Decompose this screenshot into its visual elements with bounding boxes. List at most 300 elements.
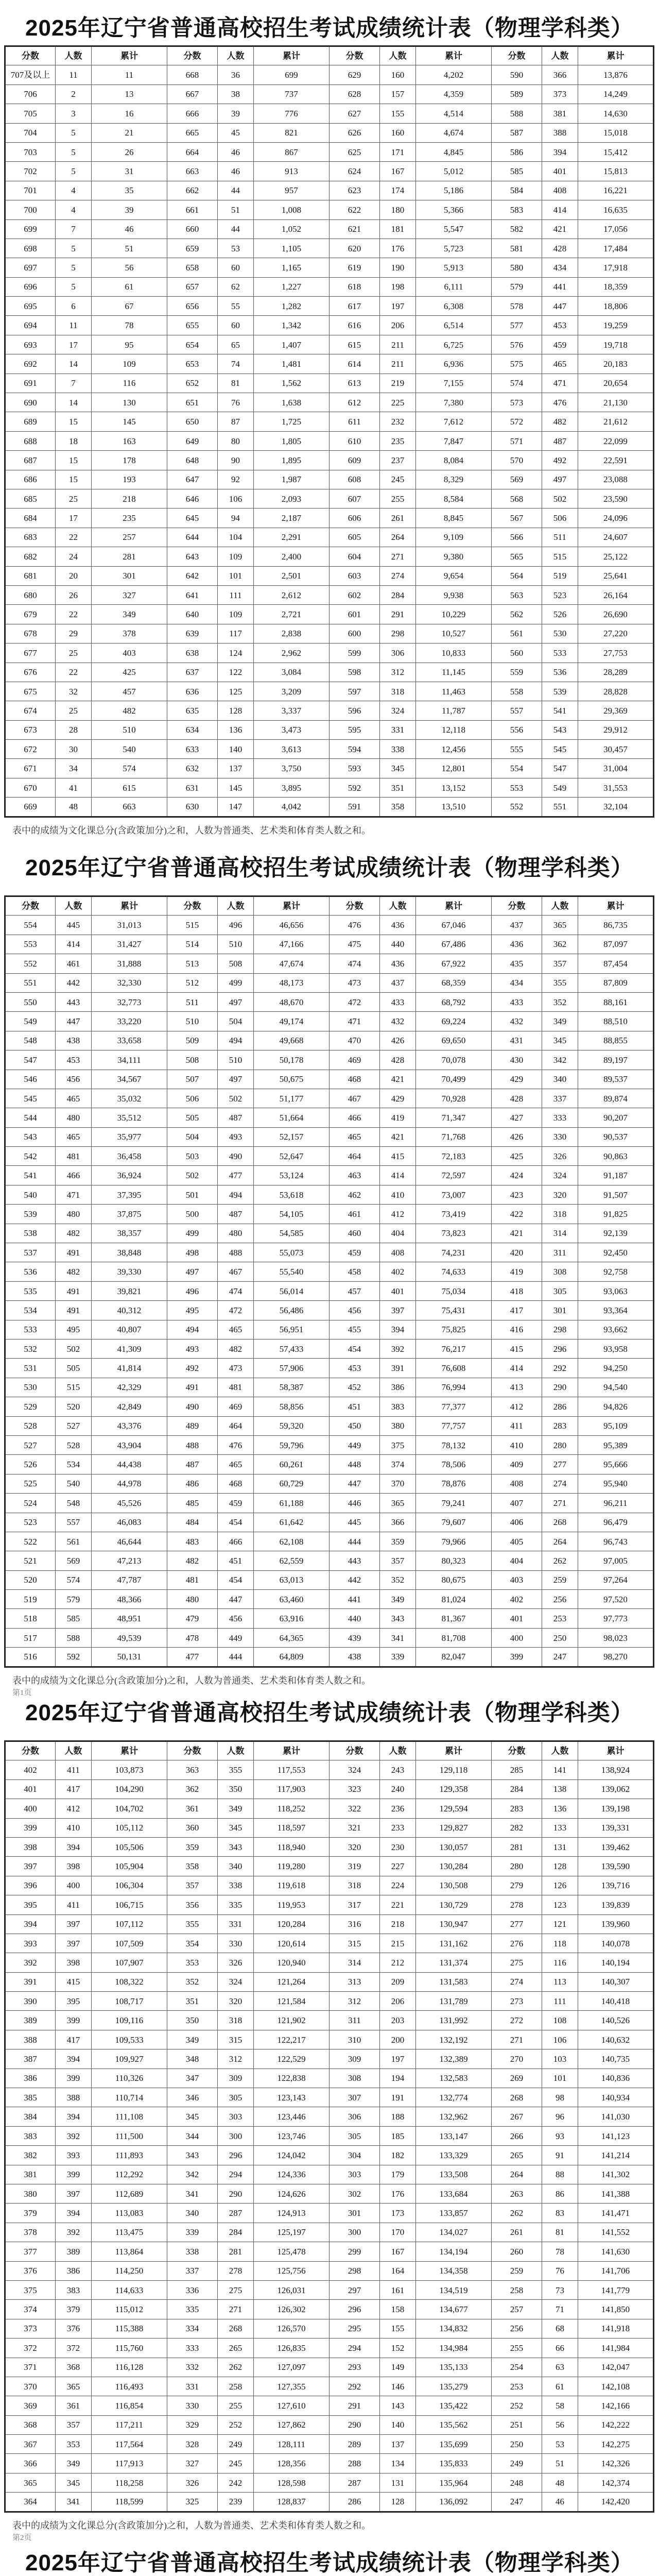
count-cell: 410 (56, 1818, 92, 1837)
count-cell: 523 (542, 585, 578, 604)
cumulative-cell: 663 (92, 798, 167, 817)
count-cell: 164 (380, 2261, 416, 2280)
count-cell: 25 (56, 643, 92, 663)
score-cell: 659 (167, 239, 218, 258)
count-cell: 176 (380, 239, 416, 258)
cumulative-cell: 3,895 (254, 778, 330, 797)
score-cell: 261 (492, 2223, 542, 2242)
count-cell: 561 (56, 1532, 92, 1551)
cumulative-cell: 44,438 (92, 1455, 167, 1474)
score-cell: 685 (5, 489, 56, 508)
cumulative-cell: 141,302 (578, 2165, 654, 2184)
count-cell: 411 (56, 1895, 92, 1914)
cumulative-cell: 349 (92, 605, 167, 624)
score-cell: 582 (492, 219, 542, 239)
score-cell: 525 (5, 1474, 56, 1493)
count-cell: 493 (218, 1127, 254, 1146)
score-cell: 409 (492, 1455, 542, 1474)
score-cell: 390 (5, 1992, 56, 2011)
score-cell: 325 (167, 2493, 218, 2512)
score-cell: 477 (167, 1648, 218, 1667)
score-cell: 333 (167, 2338, 218, 2358)
cumulative-cell: 134,194 (416, 2242, 492, 2261)
count-cell: 300 (218, 2126, 254, 2145)
score-cell: 269 (492, 2069, 542, 2088)
cumulative-cell: 132,962 (416, 2107, 492, 2126)
count-cell: 357 (380, 1551, 416, 1570)
score-cell: 668 (167, 65, 218, 84)
score-cell: 476 (330, 916, 380, 935)
score-cell: 534 (5, 1301, 56, 1320)
count-cell: 433 (380, 992, 416, 1011)
cumulative-cell: 64,809 (254, 1648, 330, 1667)
cumulative-cell: 31,004 (578, 759, 654, 778)
cumulative-cell: 90,863 (578, 1147, 654, 1166)
score-cell: 331 (167, 2377, 218, 2396)
cumulative-cell: 56,486 (254, 1301, 330, 1320)
count-cell: 394 (56, 2204, 92, 2223)
count-cell: 545 (542, 740, 578, 759)
count-cell: 480 (56, 1108, 92, 1127)
score-cell: 293 (330, 2358, 380, 2377)
cumulative-cell: 135,422 (416, 2396, 492, 2415)
cumulative-cell: 127,610 (254, 2396, 330, 2415)
score-cell: 294 (330, 2338, 380, 2358)
score-cell: 461 (330, 1205, 380, 1224)
cumulative-cell: 54,585 (254, 1224, 330, 1243)
cumulative-cell: 133,684 (416, 2184, 492, 2203)
count-cell: 482 (56, 1224, 92, 1243)
cumulative-cell: 1,052 (254, 219, 330, 239)
cumulative-cell: 70,499 (416, 1070, 492, 1089)
score-cell: 346 (167, 2088, 218, 2107)
score-cell: 540 (5, 1185, 56, 1204)
count-cell: 492 (542, 451, 578, 470)
count-cell: 511 (542, 528, 578, 547)
score-cell: 452 (330, 1378, 380, 1397)
count-cell: 298 (542, 1320, 578, 1339)
score-cell: 289 (330, 2435, 380, 2454)
score-cell: 444 (330, 1532, 380, 1551)
score-cell: 511 (167, 992, 218, 1011)
score-cell: 563 (492, 585, 542, 604)
cumulative-cell: 27,753 (578, 643, 654, 663)
cumulative-cell: 129,358 (416, 1780, 492, 1799)
cumulative-cell: 218 (92, 489, 167, 508)
count-cell: 7 (56, 374, 92, 393)
count-cell: 219 (380, 374, 416, 393)
cumulative-cell: 3,473 (254, 720, 330, 739)
score-cell: 497 (167, 1262, 218, 1281)
score-cell: 384 (5, 2107, 56, 2126)
score-cell: 537 (5, 1243, 56, 1262)
cumulative-cell: 59,320 (254, 1416, 330, 1435)
cumulative-cell: 139,716 (578, 1876, 654, 1895)
cumulative-cell: 128,837 (254, 2493, 330, 2512)
score-cell: 423 (492, 1185, 542, 1204)
count-cell: 128 (542, 1857, 578, 1876)
cumulative-cell: 81,024 (416, 1590, 492, 1609)
count-cell: 308 (542, 1262, 578, 1281)
count-cell: 324 (380, 701, 416, 720)
cumulative-cell: 47,166 (254, 935, 330, 954)
cumulative-cell: 107,112 (92, 1914, 167, 1934)
count-cell: 274 (380, 566, 416, 585)
score-cell: 442 (330, 1570, 380, 1589)
score-cell: 468 (330, 1070, 380, 1089)
count-cell: 141 (542, 1760, 578, 1780)
cumulative-cell: 55,540 (254, 1262, 330, 1281)
count-cell: 547 (542, 759, 578, 778)
score-cell: 290 (330, 2415, 380, 2434)
score-cell: 562 (492, 605, 542, 624)
count-cell: 249 (218, 2435, 254, 2454)
score-cell: 642 (167, 566, 218, 585)
score-cell: 653 (167, 354, 218, 374)
count-cell: 71 (542, 2300, 578, 2319)
count-cell: 51 (218, 200, 254, 219)
cumulative-cell: 77,377 (416, 1397, 492, 1416)
count-cell: 352 (542, 992, 578, 1011)
cumulative-cell: 141,779 (578, 2280, 654, 2299)
score-cell: 282 (492, 1818, 542, 1837)
count-cell: 55 (218, 297, 254, 316)
cumulative-cell: 26 (92, 142, 167, 161)
score-cell: 512 (167, 973, 218, 992)
cumulative-cell: 116 (92, 374, 167, 393)
count-cell: 392 (56, 2126, 92, 2145)
cumulative-cell: 19,718 (578, 335, 654, 354)
cumulative-cell: 123,746 (254, 2126, 330, 2145)
score-cell: 652 (167, 374, 218, 393)
count-cell: 506 (542, 509, 578, 528)
score-cell: 301 (330, 2204, 380, 2223)
count-cell: 355 (218, 1760, 254, 1780)
cumulative-cell: 109,927 (92, 2049, 167, 2069)
score-cell: 263 (492, 2184, 542, 2203)
cumulative-cell: 38,357 (92, 1224, 167, 1243)
count-cell: 468 (218, 1474, 254, 1493)
score-cell: 694 (5, 316, 56, 335)
cumulative-cell: 140,078 (578, 1934, 654, 1953)
count-cell: 397 (56, 2184, 92, 2203)
score-cell: 554 (5, 916, 56, 935)
count-cell: 436 (380, 954, 416, 973)
count-cell: 318 (542, 1205, 578, 1224)
cumulative-cell: 60,261 (254, 1455, 330, 1474)
score-cell: 253 (492, 2377, 542, 2396)
score-cell: 561 (492, 624, 542, 643)
cumulative-cell: 93,063 (578, 1281, 654, 1300)
cumulative-cell: 25,122 (578, 547, 654, 566)
count-cell: 414 (542, 200, 578, 219)
column-header: 累计 (92, 896, 167, 916)
count-cell: 456 (218, 1609, 254, 1628)
cumulative-cell: 70,928 (416, 1089, 492, 1108)
cumulative-cell: 72,597 (416, 1166, 492, 1185)
count-cell: 579 (56, 1590, 92, 1609)
score-cell: 496 (167, 1281, 218, 1300)
cumulative-cell: 13 (92, 84, 167, 104)
cumulative-cell: 68,792 (416, 992, 492, 1011)
count-cell: 320 (542, 1185, 578, 1204)
cumulative-cell: 49,668 (254, 1031, 330, 1050)
score-cell: 396 (5, 1876, 56, 1895)
cumulative-cell: 113,083 (92, 2204, 167, 2223)
cumulative-cell: 93,662 (578, 1320, 654, 1339)
count-cell: 412 (380, 1205, 416, 1224)
score-cell: 542 (5, 1147, 56, 1166)
cumulative-cell: 163 (92, 431, 167, 450)
score-cell: 295 (330, 2319, 380, 2338)
cumulative-cell: 1,342 (254, 316, 330, 335)
score-cell: 691 (5, 374, 56, 393)
score-cell: 313 (330, 1972, 380, 1991)
count-cell: 488 (218, 1243, 254, 1262)
count-cell: 530 (542, 624, 578, 643)
count-cell: 262 (542, 1551, 578, 1570)
cumulative-cell: 48,366 (92, 1590, 167, 1609)
count-cell: 158 (380, 2300, 416, 2319)
count-cell: 453 (56, 1050, 92, 1070)
cumulative-cell: 117,211 (92, 2415, 167, 2434)
count-cell: 467 (218, 1262, 254, 1281)
count-cell: 221 (380, 1895, 416, 1914)
score-cell: 399 (492, 1648, 542, 1667)
cumulative-cell: 127,355 (254, 2377, 330, 2396)
cumulative-cell: 54,105 (254, 1205, 330, 1224)
count-cell: 386 (56, 2261, 92, 2280)
count-cell: 428 (542, 239, 578, 258)
score-cell: 432 (492, 1012, 542, 1031)
count-cell: 466 (218, 1532, 254, 1551)
score-cell: 686 (5, 470, 56, 489)
score-cell: 594 (330, 740, 380, 759)
count-cell: 309 (218, 2069, 254, 2088)
score-cell: 353 (167, 1953, 218, 1972)
count-cell: 459 (218, 1494, 254, 1513)
count-cell: 65 (218, 335, 254, 354)
cumulative-cell: 61,188 (254, 1494, 330, 1513)
score-cell: 467 (330, 1089, 380, 1108)
score-cell: 554 (492, 759, 542, 778)
count-cell: 353 (56, 2435, 92, 2454)
score-cell: 398 (5, 1837, 56, 1856)
cumulative-cell: 2,721 (254, 605, 330, 624)
score-cell: 703 (5, 142, 56, 161)
score-cell: 470 (330, 1031, 380, 1050)
score-cell: 318 (330, 1876, 380, 1895)
score-cell: 342 (167, 2165, 218, 2184)
cumulative-cell: 142,108 (578, 2377, 654, 2396)
score-cell: 626 (330, 123, 380, 142)
cumulative-cell: 130,729 (416, 1895, 492, 1914)
cumulative-cell: 7,155 (416, 374, 492, 393)
count-cell: 2 (56, 84, 92, 104)
score-cell: 428 (492, 1089, 542, 1108)
count-cell: 397 (56, 1934, 92, 1953)
cumulative-cell: 130,947 (416, 1914, 492, 1934)
score-cell: 607 (330, 489, 380, 508)
score-cell: 600 (330, 624, 380, 643)
cumulative-cell: 88,161 (578, 992, 654, 1011)
score-cell: 539 (5, 1205, 56, 1224)
count-cell: 271 (542, 1494, 578, 1513)
cumulative-cell: 76,608 (416, 1359, 492, 1378)
score-cell: 341 (167, 2184, 218, 2203)
cumulative-cell: 56,951 (254, 1320, 330, 1339)
score-cell: 632 (167, 759, 218, 778)
score-cell: 699 (5, 219, 56, 239)
score-cell: 596 (330, 701, 380, 720)
count-cell: 370 (380, 1474, 416, 1493)
cumulative-cell: 95,389 (578, 1435, 654, 1454)
cumulative-cell: 130,057 (416, 1837, 492, 1856)
count-cell: 341 (380, 1628, 416, 1647)
count-cell: 4 (56, 181, 92, 200)
cumulative-cell: 96,743 (578, 1532, 654, 1551)
count-cell: 543 (542, 720, 578, 739)
cumulative-cell: 134,984 (416, 2338, 492, 2358)
score-cell: 505 (167, 1108, 218, 1127)
count-cell: 357 (56, 2415, 92, 2434)
count-cell: 152 (380, 2338, 416, 2358)
count-cell: 315 (218, 2030, 254, 2049)
cumulative-cell: 22,591 (578, 451, 654, 470)
count-cell: 93 (542, 2126, 578, 2145)
cumulative-cell: 482 (92, 701, 167, 720)
score-cell: 558 (492, 682, 542, 701)
score-cell: 413 (492, 1378, 542, 1397)
count-cell: 421 (380, 1070, 416, 1089)
score-cell: 574 (492, 374, 542, 393)
score-cell: 629 (330, 65, 380, 84)
count-cell: 465 (56, 1089, 92, 1108)
count-cell: 180 (380, 200, 416, 219)
score-cell: 424 (492, 1166, 542, 1185)
score-cell: 251 (492, 2415, 542, 2434)
cumulative-cell: 23,088 (578, 470, 654, 489)
count-cell: 36 (218, 65, 254, 84)
score-cell: 306 (330, 2107, 380, 2126)
cumulative-cell: 109,533 (92, 2030, 167, 2049)
count-cell: 392 (56, 2223, 92, 2242)
cumulative-cell: 135,133 (416, 2358, 492, 2377)
count-cell: 167 (380, 162, 416, 181)
count-cell: 60 (218, 316, 254, 335)
count-cell: 73 (542, 2280, 578, 2299)
score-cell: 441 (330, 1590, 380, 1609)
cumulative-cell: 59,796 (254, 1435, 330, 1454)
cumulative-cell: 120,614 (254, 1934, 330, 1953)
count-cell: 66 (542, 2338, 578, 2358)
score-cell: 466 (330, 1108, 380, 1127)
section-title: 2025年辽宁省普通高校招生考试成绩统计表（物理学科类） (25, 2550, 634, 2575)
score-cell: 425 (492, 1147, 542, 1166)
count-cell: 398 (56, 1953, 92, 1972)
score-cell: 613 (330, 374, 380, 393)
score-cell: 264 (492, 2165, 542, 2184)
cumulative-cell: 301 (92, 566, 167, 585)
cumulative-cell: 117,913 (92, 2454, 167, 2473)
count-cell: 255 (218, 2396, 254, 2415)
count-cell: 444 (218, 1648, 254, 1667)
cumulative-cell: 82,047 (416, 1648, 492, 1667)
score-cell: 705 (5, 104, 56, 123)
count-cell: 398 (56, 1857, 92, 1876)
count-cell: 117 (218, 624, 254, 643)
count-cell: 305 (542, 1281, 578, 1300)
score-cell: 695 (5, 297, 56, 316)
score-cell: 291 (330, 2396, 380, 2415)
count-cell: 417 (56, 1780, 92, 1799)
cumulative-cell: 111,108 (92, 2107, 167, 2126)
score-cell: 640 (167, 605, 218, 624)
score-cell: 381 (5, 2165, 56, 2184)
score-cell: 651 (167, 393, 218, 412)
score-cell: 567 (492, 509, 542, 528)
count-cell: 426 (380, 1031, 416, 1050)
cumulative-cell: 130,284 (416, 1857, 492, 1876)
count-cell: 278 (218, 2261, 254, 2280)
score-cell: 499 (167, 1224, 218, 1243)
cumulative-cell: 36,458 (92, 1147, 167, 1166)
score-cell: 677 (5, 643, 56, 663)
score-cell: 370 (5, 2377, 56, 2396)
cumulative-cell: 121,902 (254, 2011, 330, 2030)
count-cell: 261 (380, 509, 416, 528)
score-cell: 583 (492, 200, 542, 219)
count-cell: 232 (380, 412, 416, 431)
score-cell: 549 (5, 1012, 56, 1031)
score-cell: 355 (167, 1914, 218, 1934)
cumulative-cell: 109 (92, 354, 167, 374)
count-cell: 44 (218, 219, 254, 239)
cumulative-cell: 31,427 (92, 935, 167, 954)
cumulative-cell: 1,407 (254, 335, 330, 354)
count-cell: 155 (380, 104, 416, 123)
cumulative-cell: 5,186 (416, 181, 492, 200)
cumulative-cell: 19,259 (578, 316, 654, 335)
count-cell: 502 (56, 1339, 92, 1358)
count-cell: 30 (56, 740, 92, 759)
cumulative-cell: 129,594 (416, 1799, 492, 1818)
cumulative-cell: 141,552 (578, 2223, 654, 2242)
score-cell: 387 (5, 2049, 56, 2069)
cumulative-cell: 141,214 (578, 2146, 654, 2165)
score-cell: 404 (492, 1551, 542, 1570)
score-cell: 272 (492, 2011, 542, 2030)
score-cell: 335 (167, 2300, 218, 2319)
cumulative-cell: 21 (92, 123, 167, 142)
count-cell: 473 (218, 1359, 254, 1378)
score-cell: 585 (492, 162, 542, 181)
score-cell: 323 (330, 1780, 380, 1799)
score-cell: 483 (167, 1532, 218, 1551)
count-cell: 240 (380, 1780, 416, 1799)
score-cell: 440 (330, 1609, 380, 1628)
count-cell: 203 (380, 2011, 416, 2030)
cumulative-cell: 63,460 (254, 1590, 330, 1609)
column-header: 分数 (330, 896, 380, 916)
score-cell: 410 (492, 1435, 542, 1454)
count-cell: 116 (542, 1953, 578, 1972)
count-cell: 312 (380, 663, 416, 682)
count-cell: 173 (380, 2204, 416, 2223)
cumulative-cell: 4,845 (416, 142, 492, 161)
cumulative-cell: 11 (92, 65, 167, 84)
cumulative-cell: 5,012 (416, 162, 492, 181)
